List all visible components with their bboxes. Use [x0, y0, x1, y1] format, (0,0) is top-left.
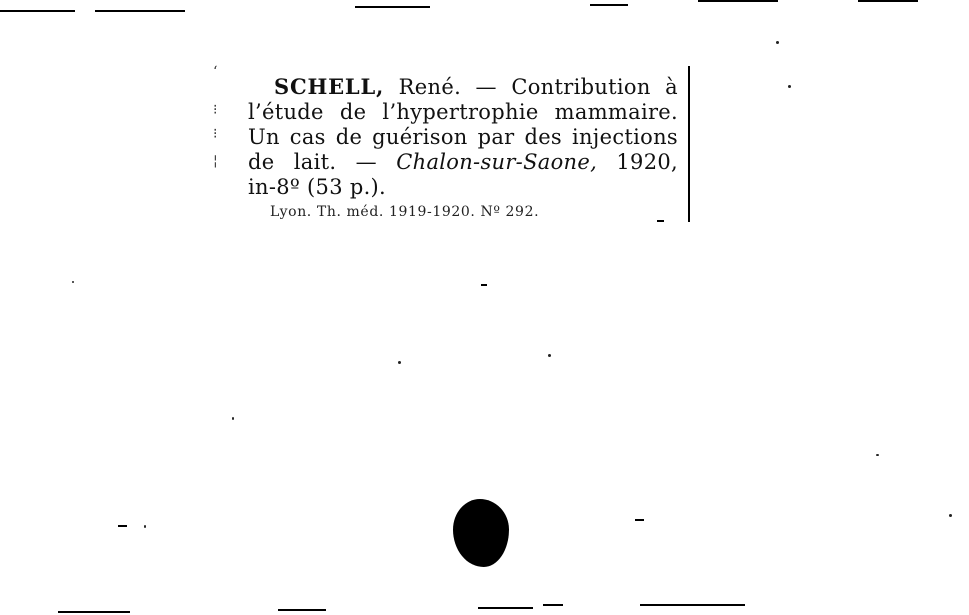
speck	[144, 525, 146, 528]
speck	[876, 454, 879, 456]
entry-line-4	[248, 150, 678, 175]
entry-line-1	[248, 74, 678, 100]
speck	[548, 354, 551, 357]
scan-mark	[58, 611, 130, 613]
vertical-rule	[688, 66, 690, 222]
author-firstname: René.	[384, 75, 462, 99]
entry-line-5: in-8º (53 p.).	[248, 175, 387, 199]
thesis-note: Lyon. Th. méd. 1919-1920. Nº 292.	[270, 204, 540, 220]
margin-tick: ¦	[213, 153, 218, 169]
margin-tick: ⁝	[213, 126, 218, 142]
scan-mark	[657, 220, 664, 222]
scan-mark	[0, 10, 75, 12]
scan-mark	[635, 519, 644, 521]
scan-mark	[478, 607, 533, 609]
margin-tick: ⁝	[213, 102, 218, 118]
scan-mark	[118, 525, 127, 527]
title-end: de lait. —	[248, 150, 397, 174]
speck	[232, 417, 234, 420]
scan-mark	[95, 10, 185, 12]
speck	[398, 361, 401, 364]
speck	[72, 281, 74, 283]
publication-place: Chalon-sur-Saone,	[396, 150, 598, 174]
scan-mark	[481, 284, 487, 286]
publication-year: 1920,	[597, 150, 678, 174]
scan-mark	[355, 6, 430, 8]
author-name: SCHELL,	[274, 74, 385, 99]
speck	[776, 41, 779, 44]
scan-mark	[640, 604, 745, 606]
scan-mark	[698, 0, 778, 2]
scan-mark	[590, 4, 628, 6]
speck	[788, 85, 791, 88]
catalog-entry	[248, 74, 678, 200]
scan-mark	[543, 604, 563, 606]
scan-mark	[278, 609, 326, 611]
speck	[949, 514, 952, 517]
scan-mark	[858, 0, 918, 2]
margin-tick: ʻ	[213, 64, 218, 80]
title-start: — Contribution à	[461, 75, 678, 99]
punch-hole	[453, 499, 509, 567]
entry-line-2: l’étude de l’hypertrophie mammaire.	[248, 100, 678, 124]
entry-line-3: Un cas de guérison par des injections	[248, 125, 678, 149]
